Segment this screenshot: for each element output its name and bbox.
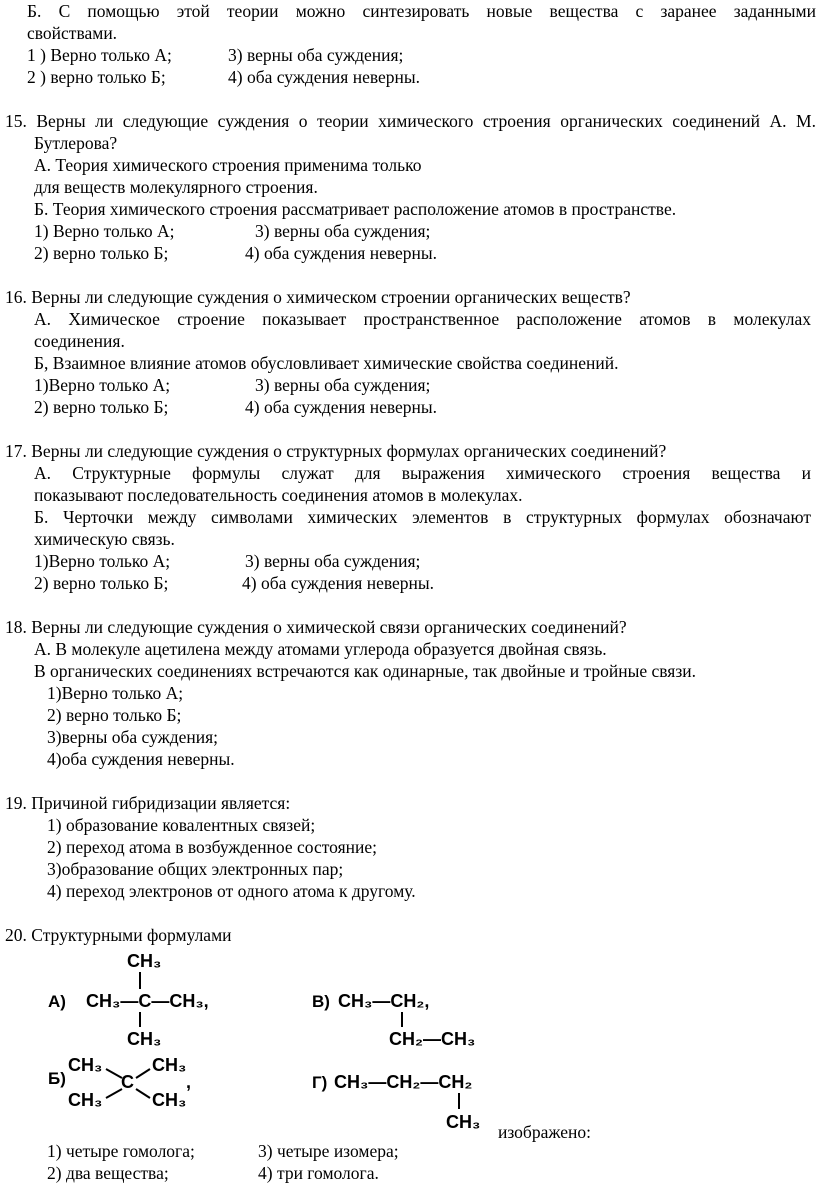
- q20-question: 20. Структурными формулами: [5, 925, 232, 945]
- q16-option-1: 1)Верно только А;: [34, 375, 171, 395]
- q18-option-1: 1)Верно только А;: [47, 683, 184, 703]
- q18-question: 18. Верны ли следующие суждения о химической связи органических соединений?: [5, 617, 627, 637]
- q17-option-1: 1)Верно только А;: [34, 551, 171, 571]
- q20-option-1: 1) четыре гомолога;: [47, 1141, 195, 1161]
- q19-question: 19. Причиной гибридизации является:: [5, 793, 291, 813]
- q19-option-4: 4) переход электронов от одного атома к другому.: [47, 881, 416, 901]
- q18-option-3: 3)верны оба суждения;: [47, 727, 219, 747]
- q15-statement-a: А. Теория химического строения применима только: [34, 155, 422, 175]
- q15-question-cont: Бутлерова?: [34, 133, 118, 153]
- q16-question: 16. Верны ли следующие суждения о химическом строении органических веществ?: [5, 287, 631, 307]
- formula-b-comma: ,: [186, 1072, 192, 1092]
- formula-v-top-chain: CH₃—CH₂,: [338, 991, 430, 1011]
- q19-option-3: 3)образование общих электронных пар;: [47, 859, 344, 879]
- intro-option-1: 1 ) Верно только А;: [27, 45, 172, 65]
- q18-option-2: 2) верно только Б;: [47, 705, 182, 725]
- formula-v-label: В): [312, 992, 330, 1011]
- q19-option-2: 2) переход атома в возбужденное состояние;: [47, 837, 377, 857]
- q20-option-2: 2) два вещества;: [47, 1163, 169, 1183]
- q16-option-2: 2) верно только Б;: [34, 397, 169, 417]
- q15-option-3: 3) верны оба суждения;: [255, 221, 431, 241]
- q18-statement-b: В органических соединениях встречаются как одинарные, так двойные и тройные связи.: [34, 661, 696, 681]
- intro-option-2: 2 ) верно только Б;: [27, 67, 166, 87]
- formula-a-label: А): [48, 992, 66, 1011]
- formula-g-bottom-ch3: CH₃: [446, 1112, 481, 1132]
- intro-statement-b: Б. С помощью этой теории можно синтезировать новые вещества с заранее заданными: [27, 1, 816, 21]
- formula-a-main-chain: CH₃—C—CH₃,: [86, 991, 209, 1011]
- q16-statement-a: А. Химическое строение показывает пространственное расположение атомов в молекулах: [34, 309, 811, 329]
- q15-statement-b: Б. Теория химического строения рассматривает расположение атомов в пространстве.: [34, 199, 677, 219]
- formula-b-carbon: C: [121, 1072, 134, 1092]
- q17-statement-b-cont: химическую связь.: [34, 529, 175, 549]
- q20-question-tail: изображено:: [498, 1122, 591, 1142]
- q16-statement-a-cont: соединения.: [34, 331, 125, 351]
- q15-question: 15. Верны ли следующие суждения о теории химического строения органических соединений А. М.: [5, 111, 816, 131]
- intro-option-4: 4) оба суждения неверны.: [228, 67, 421, 87]
- formula-b-ch3-top-right: CH₃: [152, 1055, 187, 1075]
- formula-a: [48, 951, 209, 1049]
- formula-g-label: Г): [312, 1073, 328, 1092]
- q15-statement-a-cont: для веществ молекулярного строения.: [34, 177, 318, 197]
- formula-b-ch3-bottom-right: CH₃: [152, 1090, 187, 1110]
- q16-statement-b: Б, Взаимное влияние атомов обусловливает химические свойства соединений.: [34, 353, 619, 373]
- intro-statement-b-cont: свойствами.: [27, 23, 118, 43]
- q20-option-4: 4) три гомолога.: [258, 1163, 379, 1183]
- formula-a-bottom-ch3: CH₃: [127, 1029, 162, 1049]
- formula-b: [48, 1055, 191, 1110]
- formula-b-label: Б): [48, 1069, 66, 1088]
- formula-b-ch3-bottom-left: CH₃: [68, 1090, 103, 1110]
- q17-option-2: 2) верно только Б;: [34, 573, 169, 593]
- formula-g: [312, 1072, 480, 1132]
- q16-option-3: 3) верны оба суждения;: [255, 375, 431, 395]
- q17-statement-b: Б. Черточки между символами химических элементов в структурных формулах обозначают: [34, 507, 811, 527]
- q17-option-3: 3) верны оба суждения;: [245, 551, 421, 571]
- formula-a-top-ch3: CH₃: [127, 951, 162, 971]
- q17-question: 17. Верны ли следующие суждения о структурных формулах органических соединений?: [5, 441, 667, 461]
- q17-statement-a: А. Структурные формулы служат для выражения химического строения вещества и: [34, 463, 811, 483]
- q17-option-4: 4) оба суждения неверны.: [242, 573, 435, 593]
- q15-option-2: 2) верно только Б;: [34, 243, 169, 263]
- q17-statement-a-cont: показывают последовательность соединения атомов в молекулах.: [34, 485, 523, 505]
- q16-option-4: 4) оба суждения неверны.: [245, 397, 438, 417]
- q15-option-1: 1) Верно только А;: [34, 221, 175, 241]
- formula-v-bottom-chain: CH₂—CH₃: [389, 1029, 476, 1049]
- formula-b-ch3-top-left: CH₃: [68, 1055, 103, 1075]
- q15-option-4: 4) оба суждения неверны.: [245, 243, 438, 263]
- formula-g-main-chain: CH₃—CH₂—CH₂: [334, 1072, 473, 1092]
- q18-option-4: 4)оба суждения неверны.: [47, 749, 235, 769]
- q20-option-3: 3) четыре изомера;: [258, 1141, 399, 1161]
- intro-option-3: 3) верны оба суждения;: [228, 45, 404, 65]
- q18-statement-a: А. В молекуле ацетилена между атомами углерода образуется двойная связь.: [34, 639, 607, 659]
- formula-v: [312, 991, 475, 1049]
- q19-option-1: 1) образование ковалентных связей;: [47, 815, 316, 835]
- structural-formulas: [0, 945, 816, 1135]
